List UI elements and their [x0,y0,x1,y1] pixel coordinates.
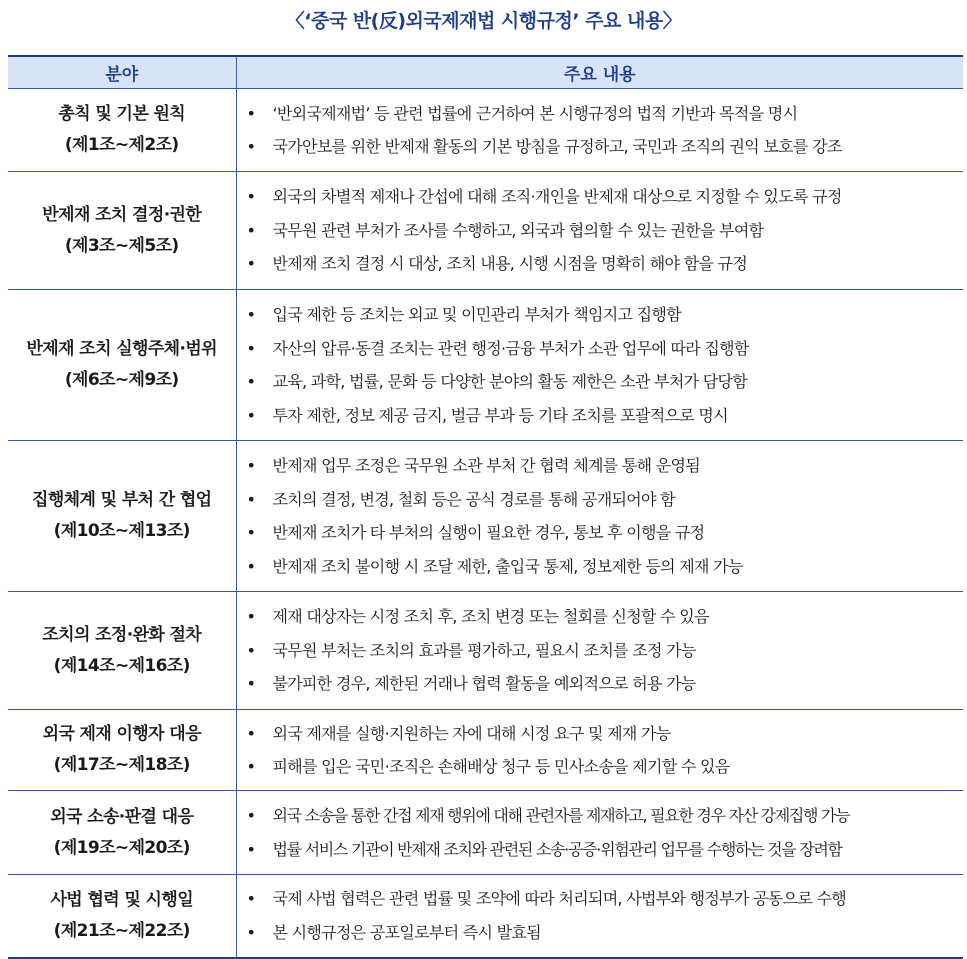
area-name: 외국 제재 이행자 대응 [42,724,201,744]
bullet-list [237,717,964,784]
content-cell [236,875,963,958]
bullet-item: • 자산의 압류·동결 조치는 관련 행정·금융 부처가 소관 업무에 따라 집행함 [237,332,964,366]
table-row [8,875,963,958]
bullet-item: • 본 시행규정은 공포일로부터 즉시 발효됨 [237,916,964,950]
bullet-item: • 반제재 조치가 타 부처의 실행이 필요한 경우, 통보 후 이행을 규정 [237,516,964,550]
bullet-item: • 국무원 관련 부처가 조사를 수행하고, 외국과 협의할 수 있는 권한을 부여함 [237,214,964,248]
content-cell [236,710,963,791]
area-name: 반제재 조치 결정·권한 [42,204,202,225]
bullet-item: • 교육, 과학, 법률, 문화 등 다양한 분야의 활동 제한은 소관 부처가 담당함 [237,365,964,399]
area-articles: (제21조~제22조) [53,920,190,941]
area-articles: (제19조~제20조) [53,837,190,858]
content-cell [236,441,963,592]
area-articles: (제6조~제9조) [64,370,179,390]
area-name: 조치의 조정·완화 절차 [42,624,202,645]
bullet-item: • 반제재 조치 불이행 시 조달 제한, 출입국 통제, 정보제한 등의 제재 가능 [237,550,964,584]
area-articles: (제14조~제16조) [53,655,190,676]
content-cell [236,290,963,441]
bullet-item: • 투자 제한, 정보 제공 금지, 벌금 부과 등 기타 조치를 포괄적으로 명시 [237,399,964,433]
bullet-item: • 반제재 조치 결정 시 대상, 조치 내용, 시행 시점을 명확히 해야 함을 규정 [237,247,964,281]
header-content: 주요 내용 [236,56,963,89]
area-name: 사법 협력 및 시행일 [50,889,194,910]
table-row [8,791,963,875]
area-articles: (제17조~제18조) [53,755,190,775]
header-row [8,56,963,89]
bullet-list [237,882,964,949]
bullet-item: • 피해를 입은 국민·조직은 손해배상 청구 등 민사소송을 제기할 수 있음 [237,750,964,784]
area-cell [8,710,236,791]
area-articles: (제3조~제5조) [64,235,179,256]
area-cell [8,441,236,592]
bullet-item: • 외국의 차별적 제재나 간섭에 대해 조직·개인을 반제재 대상으로 지정할 수 있도록 규정 [237,180,964,214]
bullet-item: • 불가피한 경우, 제한된 거래나 협력 활동을 예외적으로 허용 가능 [237,667,964,701]
table-body [8,89,963,958]
bullet-item: • 법률 서비스 기관이 반제재 조치와 관련된 소송·공증·위험관리 업무를 수행하는 것을 장려함 [237,833,964,867]
bullet-item: • 국가안보를 위한 반제재 활동의 기본 방침을 규정하고, 국민과 조직의 권익 보호를 강조 [237,130,964,164]
bullet-list [237,600,964,701]
area-cell [8,875,236,958]
table-row [8,592,963,710]
area-articles: (제10조~제13조) [53,521,190,541]
bullet-item: • ‘반외국제재법’ 등 관련 법률에 근거하여 본 시행규정의 법적 기반과 목적을 명시 [237,97,964,131]
area-name: 총칙 및 기본 원칙 [58,104,186,124]
table-row [8,710,963,791]
bullet-list [237,180,964,281]
bullet-item: • 국제 사법 협력은 관련 법률 및 조약에 따라 처리되며, 사법부와 행정부가 공동으로 수행 [237,882,964,916]
content-cell [236,592,963,710]
area-name: 외국 소송·판결 대응 [50,806,194,827]
area-cell [8,791,236,875]
area-cell [8,172,236,290]
bullet-list [237,799,964,866]
area-cell [8,592,236,710]
content-cell [236,172,963,290]
bullet-list [237,298,964,432]
summary-table [8,55,963,959]
content-cell [236,89,963,172]
bullet-item: • 제재 대상자는 시정 조치 후, 조치 변경 또는 철회를 신청할 수 있음 [237,600,964,634]
area-cell [8,290,236,441]
table-row [8,290,963,441]
area-articles: (제1조~제2조) [64,135,179,155]
table-title: 〈‘중국 반(反)외국제재법 시행규정’ 주요 내용〉 [285,10,682,32]
table-row [8,89,963,172]
table-row [8,441,963,592]
bullet-item: • 조치의 결정, 변경, 철회 등은 공식 경로를 통해 공개되어야 함 [237,483,964,517]
bullet-list [237,449,964,583]
bullet-item: • 반제재 업무 조정은 국무원 소관 부처 간 협력 체계를 통해 운영됨 [237,449,964,483]
bullet-item: • 외국 제재를 실행·지원하는 자에 대해 시정 요구 및 제재 가능 [237,717,964,751]
area-name: 반제재 조치 실행주체·범위 [26,339,218,359]
bullet-list [237,97,964,164]
area-name: 집행체계 및 부처 간 협업 [32,490,212,510]
content-cell [236,791,963,875]
bullet-item: • 입국 제한 등 조치는 외교 및 이민관리 부처가 책임지고 집행함 [237,298,964,332]
bullet-item: • 국무원 부처는 조치의 효과를 평가하고, 필요시 조치를 조정 가능 [237,634,964,668]
table-row [8,172,963,290]
area-cell [8,89,236,172]
bullet-item: • 외국 소송을 통한 간접 제재 행위에 대해 관련자를 제재하고, 필요한 경우 자산 강제집행 가능 [237,799,964,833]
header-area: 분야 [8,56,236,89]
